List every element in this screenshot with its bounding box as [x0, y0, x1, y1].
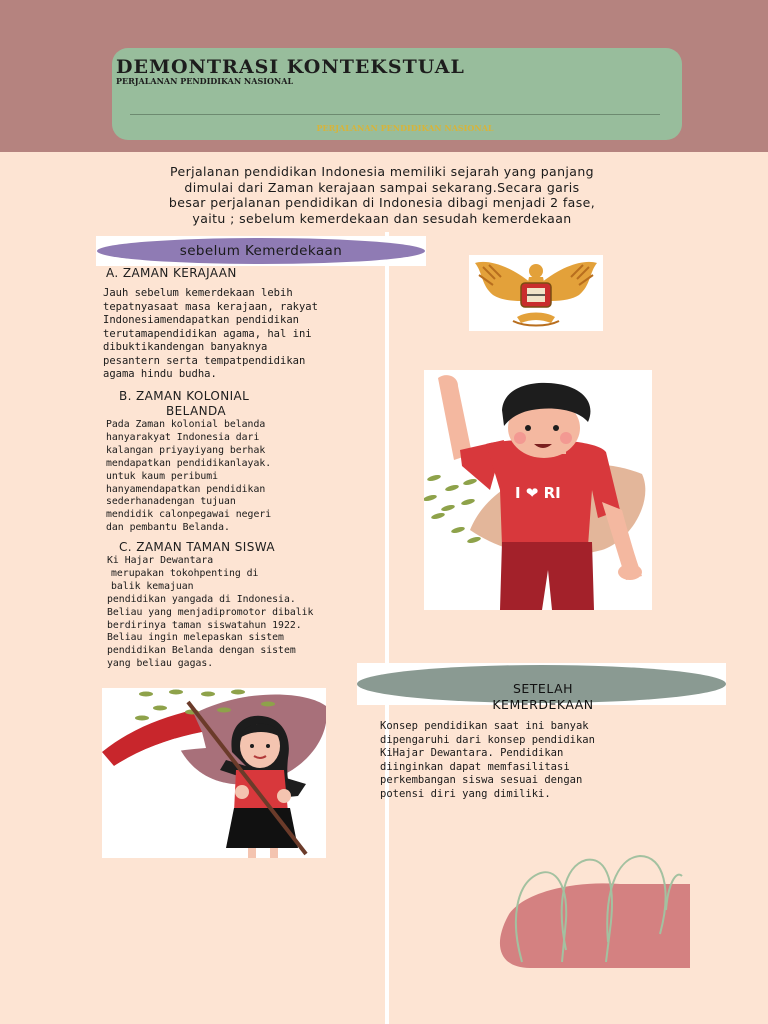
body-line: Beliau ingin melepaskan sistem	[107, 632, 284, 644]
body-line: Indonesiamendapatkan pendidikan	[103, 314, 299, 326]
section-heading-kerajaan: A. ZAMAN KERAJAAN	[106, 266, 237, 280]
body-line: pendidikan yangada di Indonesia.	[107, 593, 296, 605]
section-heading-after	[448, 681, 638, 713]
section-body-after	[380, 720, 680, 801]
body-line: Jauh sebelum kemerdekaan lebih	[103, 287, 293, 299]
body-line: terutamapendidikan agama, hal ini	[103, 327, 312, 340]
page-title: DEMONTRASI KONTEKSTUAL	[116, 56, 465, 78]
section-body-taman-siswa	[107, 555, 382, 671]
body-line: Beliau yang menjadipromotor dibalik	[107, 606, 314, 618]
body-line: dipengaruhi dari konsep pendidikan	[380, 733, 595, 746]
intro-line: dimulai dari Zaman kerajaan sampai sekarang.Secara garis	[184, 179, 580, 195]
body-line: dibuktikandengan banyaknya	[103, 341, 268, 353]
body-line: hanyarakyat Indonesia dari	[106, 431, 260, 443]
header-footer-text: PERJALANAN PENDIDIKAN NASIONAL	[316, 123, 494, 133]
boy-illustration	[424, 370, 652, 610]
body-line: berdirinya taman siswatahun 1922.	[107, 619, 302, 631]
body-line: KiHajar Dewantara. Pendidikan	[380, 747, 564, 759]
body-line: potensi diri yang dimiliki.	[380, 787, 551, 800]
shirt-text: I ❤ RI	[515, 484, 561, 502]
decorative-plant-shape	[490, 850, 694, 970]
section-body-kolonial	[106, 419, 376, 535]
body-line: Ki Hajar Dewantara	[107, 555, 214, 566]
section-heading-kolonial	[119, 389, 249, 419]
heading-line: BELANDA	[166, 404, 226, 418]
intro-line: yaitu ; sebelum kemerdekaan dan sesudah kemerdekaan	[192, 210, 572, 226]
intro-line: besar perjalanan pendidikan di Indonesia dibagi menjadi 2 fase,	[168, 195, 596, 210]
heading-line: B. ZAMAN KOLONIAL	[119, 389, 250, 403]
garuda-emblem-image	[469, 255, 603, 331]
body-line: Pada Zaman kolonial belanda	[106, 419, 266, 430]
body-line: agama hindu budha.	[103, 368, 217, 380]
body-line: sederhanadengan tujuan	[106, 496, 236, 508]
body-line: mendidik calonpegawai negeri	[106, 509, 272, 521]
intro-paragraph	[92, 164, 672, 226]
body-line: Konsep pendidikan saat ini banyak	[380, 720, 589, 732]
body-line: hanyamendapatkan pendidikan	[106, 483, 266, 495]
body-line: pesantern serta tempatpendidikan	[103, 354, 306, 367]
body-line: dan pembantu Belanda.	[106, 522, 230, 534]
body-line: tepatnyasaat masa kerajaan, rakyat	[103, 300, 318, 313]
body-line: mendapatkan pendidikanlayak.	[106, 457, 272, 469]
body-line: perkembangan siswa sesuai dengan	[380, 774, 583, 786]
heading-line: KEMERDEKAAN	[492, 697, 594, 712]
body-line: kalangan priyayiyang berhak	[106, 444, 266, 456]
section-body-kerajaan	[103, 287, 393, 382]
header-divider	[130, 114, 660, 115]
section-heading-taman-siswa: C. ZAMAN TAMAN SISWA	[119, 540, 275, 554]
heading-line: SETELAH	[512, 681, 574, 696]
body-line: pendidikan Belanda dengan sistem	[107, 645, 296, 657]
body-line: diinginkan dapat memfasilitasi	[380, 760, 570, 773]
intro-line: Perjalanan pendidikan Indonesia memiliki sejarah yang panjang	[170, 164, 594, 179]
section-label-before: sebelum Kemerdekaan	[97, 238, 425, 264]
body-line: untuk kaum peribumi	[106, 470, 219, 482]
body-line: merupakan tokohpenting di	[111, 567, 259, 579]
page-subtitle: PERJALANAN PENDIDIKAN NASIONAL	[116, 76, 294, 86]
body-line: yang beliau gagas.	[107, 658, 214, 670]
body-line: balik kemajuan	[111, 580, 194, 592]
girl-with-flag-illustration	[102, 688, 326, 858]
